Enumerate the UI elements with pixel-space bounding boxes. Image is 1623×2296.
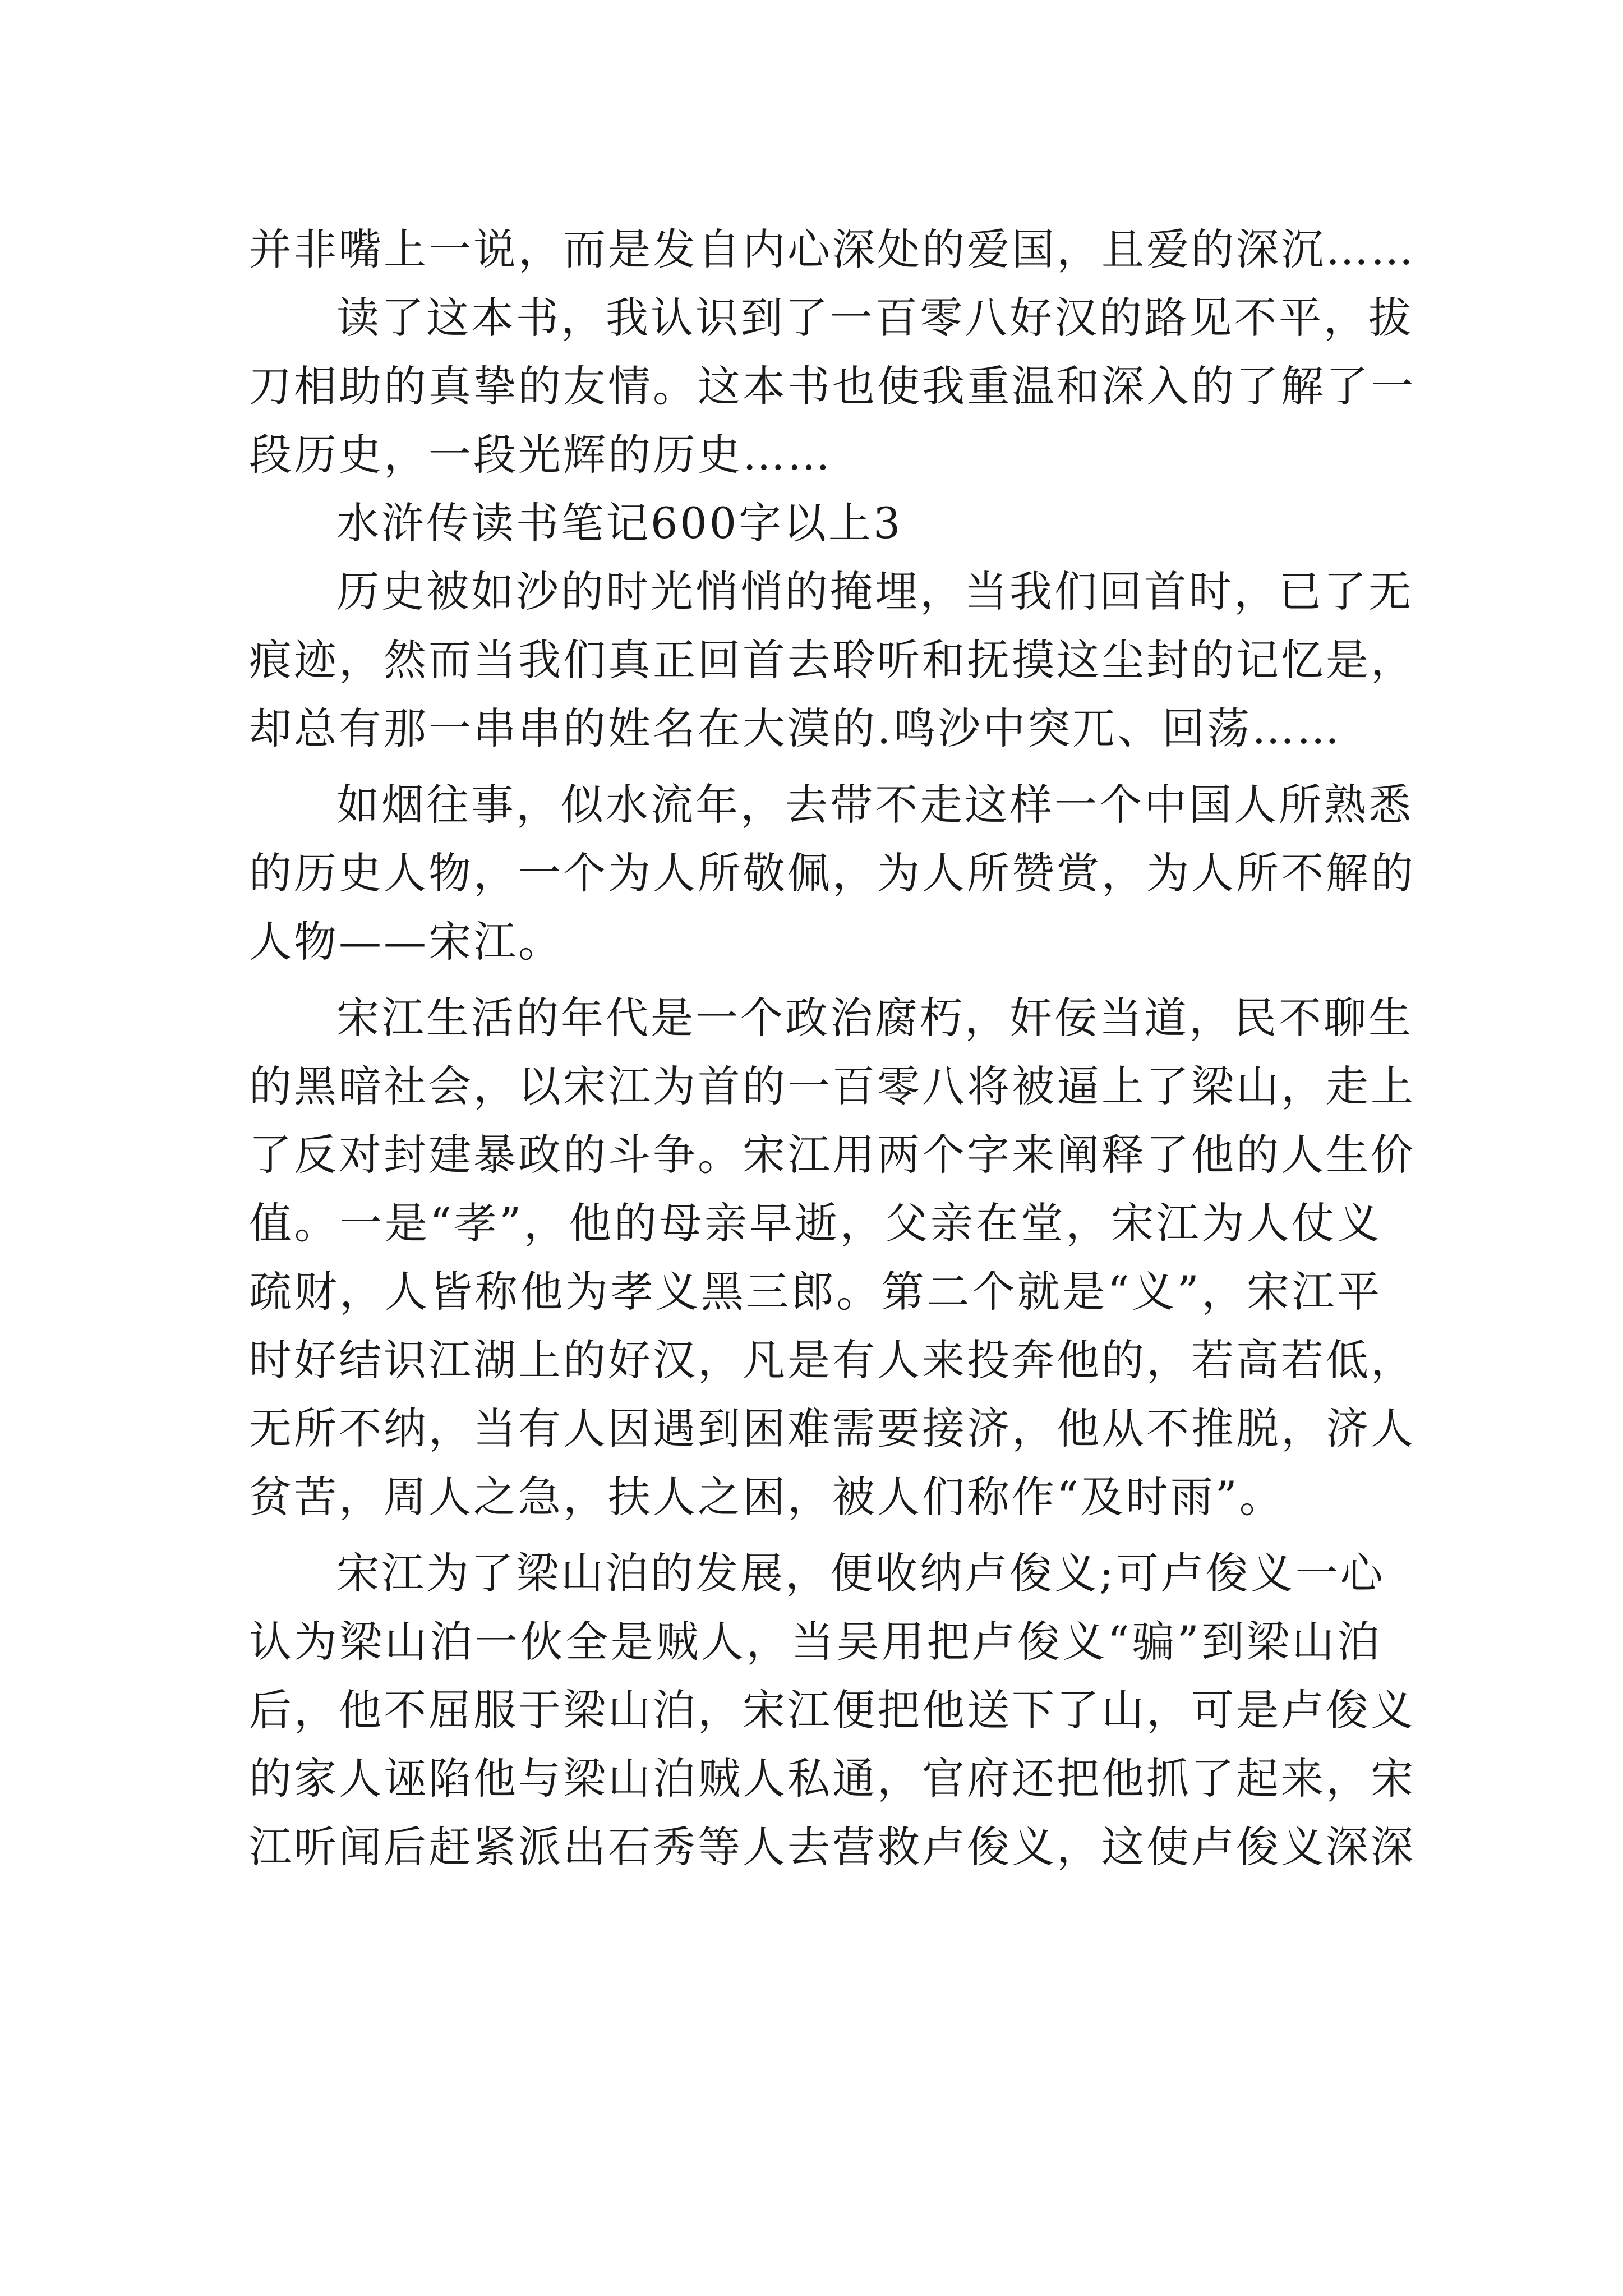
text-line: 痕迹，然而当我们真正回首去聆听和抚摸这尘封的记忆是， xyxy=(249,635,1415,685)
text-line: 读了这本书，我认识到了一百零八好汉的路见不平，拔 xyxy=(336,293,1413,343)
text-line: 历史被如沙的时光悄悄的掩埋，当我们回首时，已了无 xyxy=(336,567,1413,616)
text-line: 刀相助的真挚的友情。这本书也使我重温和深入的了解了一 xyxy=(249,361,1415,411)
text-line: 人物——宋江。 xyxy=(249,917,563,967)
text-line: 的黑暗社会，以宋江为首的一百零八将被逼上了梁山，走上 xyxy=(249,1061,1415,1111)
section-heading: 水浒传读书笔记600字以上3 xyxy=(336,498,903,548)
text-line: 贫苦，周人之急，扶人之困，被人们称作“及时雨”。 xyxy=(249,1472,1284,1522)
text-line: 后，他不屈服于梁山泊，宋江便把他送下了山，可是卢俊义 xyxy=(249,1685,1415,1735)
text-line: 段历史，一段光辉的历史…… xyxy=(249,430,832,480)
text-line: 如烟往事，似水流年，去带不走这样一个中国人所熟悉 xyxy=(336,780,1413,830)
text-line: 宋江生活的年代是一个政治腐朽，奸佞当道，民不聊生 xyxy=(336,993,1413,1043)
text-line: 无所不纳，当有人因遇到困难需要接济，他从不推脱，济人 xyxy=(249,1404,1415,1453)
text-line: 了反对封建暴政的斗争。宋江用两个字来阐释了他的人生价 xyxy=(249,1130,1415,1180)
text-line: 认为梁山泊一伙全是贼人，当吴用把卢俊义“骗”到梁山泊 xyxy=(249,1617,1382,1667)
document-page xyxy=(249,215,1415,1881)
text-line: 时好结识江湖上的好汉，凡是有人来投奔他的，若高若低， xyxy=(249,1335,1415,1385)
text-line: 宋江为了梁山泊的发展，便收纳卢俊义;可卢俊义一心 xyxy=(336,1548,1385,1598)
text-line: 疏财，人皆称他为孝义黑三郎。第二个就是“义”，宋江平 xyxy=(249,1267,1382,1317)
text-line: 江听闻后赶紧派出石秀等人去营救卢俊义，这使卢俊义深深 xyxy=(249,1822,1415,1872)
text-line: 值。一是“孝”，他的母亲早逝，父亲在堂，宋江为人仗义 xyxy=(249,1198,1382,1248)
text-line: 的家人诬陷他与梁山泊贼人私通，官府还把他抓了起来，宋 xyxy=(249,1754,1415,1803)
text-line: 却总有那一串串的姓名在大漠的.鸣沙中突兀、回荡…… xyxy=(249,703,1342,753)
text-line: 的历史人物，一个为人所敬佩，为人所赞赏，为人所不解的 xyxy=(249,848,1415,898)
text-line: 并非嘴上一说，而是发自内心深处的爱国，且爱的深沉…… xyxy=(249,224,1415,274)
